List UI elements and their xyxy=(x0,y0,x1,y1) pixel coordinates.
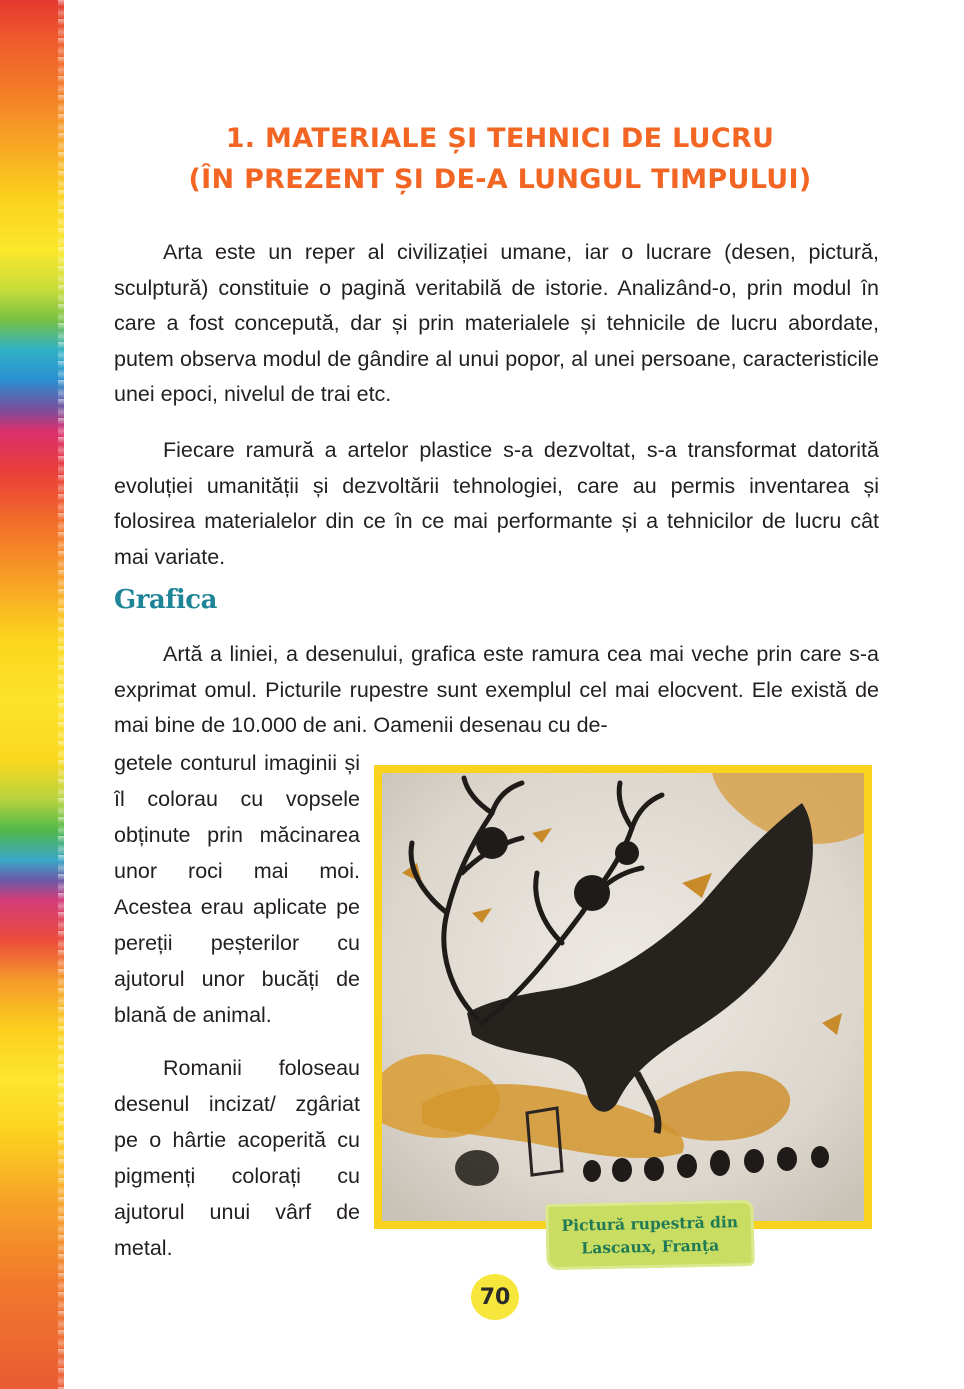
section-heading-grafica: Grafica xyxy=(114,585,217,615)
intro-paragraph-1: Arta este un reper al civilizației umane, iar o lucrare (desen, pictură, sculptură) constituie o pagină veritabilă de istorie. Analizând-o, prin modul în care a fost concepută, dar și prin materialele și tehnicile de lucru abordate, putem observa modul de gândire al unui popor, al unei persoane, caracteristicile unei epoci, nivelul de trai etc. xyxy=(114,240,879,406)
rainbow-margin-decoration xyxy=(0,0,64,1389)
image-caption-line1: Pictură rupestră din xyxy=(561,1212,739,1235)
chapter-title xyxy=(120,118,880,200)
intro-paragraph-2: Fiecare ramură a artelor plastice s-a dezvoltat, s-a transformat datorită evoluției umanității și dezvoltării tehnologiei, care au permis inventarea și folosirea materialelor din ce în ce mai performante și a tehnicilor de lucru cât mai variate. xyxy=(114,438,879,569)
image-caption-line2: Lascaux, Franța xyxy=(581,1235,720,1258)
image-caption xyxy=(545,1200,754,1270)
page-number: 70 xyxy=(471,1274,519,1320)
cave-painting-figure xyxy=(374,765,872,1229)
chapter-title-line1: 1. MATERIALE ȘI TEHNICI DE LUCRU xyxy=(225,123,775,154)
cave-painting-image xyxy=(382,773,864,1221)
grafica-paragraph-1: Artă a liniei, a desenului, grafica este ramura cea mai veche prin care s-a exprimat omul. Picturile rupestre sunt exemplul cel mai elocvent. Ele există de mai bine de 10.000 de ani. Oamenii desenau cu de- xyxy=(114,642,879,737)
grafica-paragraph-3: Romanii foloseau desenul incizat/ zgâriat pe o hârtie acoperită cu pigmenți colorați cu ajutorul unui vârf de metal. xyxy=(114,1056,360,1260)
grafica-paragraph-2: getele conturul imaginii și îl colorau cu vopsele obținute prin măcinarea unor roci mai moi. Acestea erau aplicate pe pereții peșterilor cu ajutorul unor bucăți de blană de animal. xyxy=(114,751,360,1027)
chapter-title-line2: (ÎN PREZENT ȘI DE-A LUNGUL TIMPULUI) xyxy=(188,164,812,195)
